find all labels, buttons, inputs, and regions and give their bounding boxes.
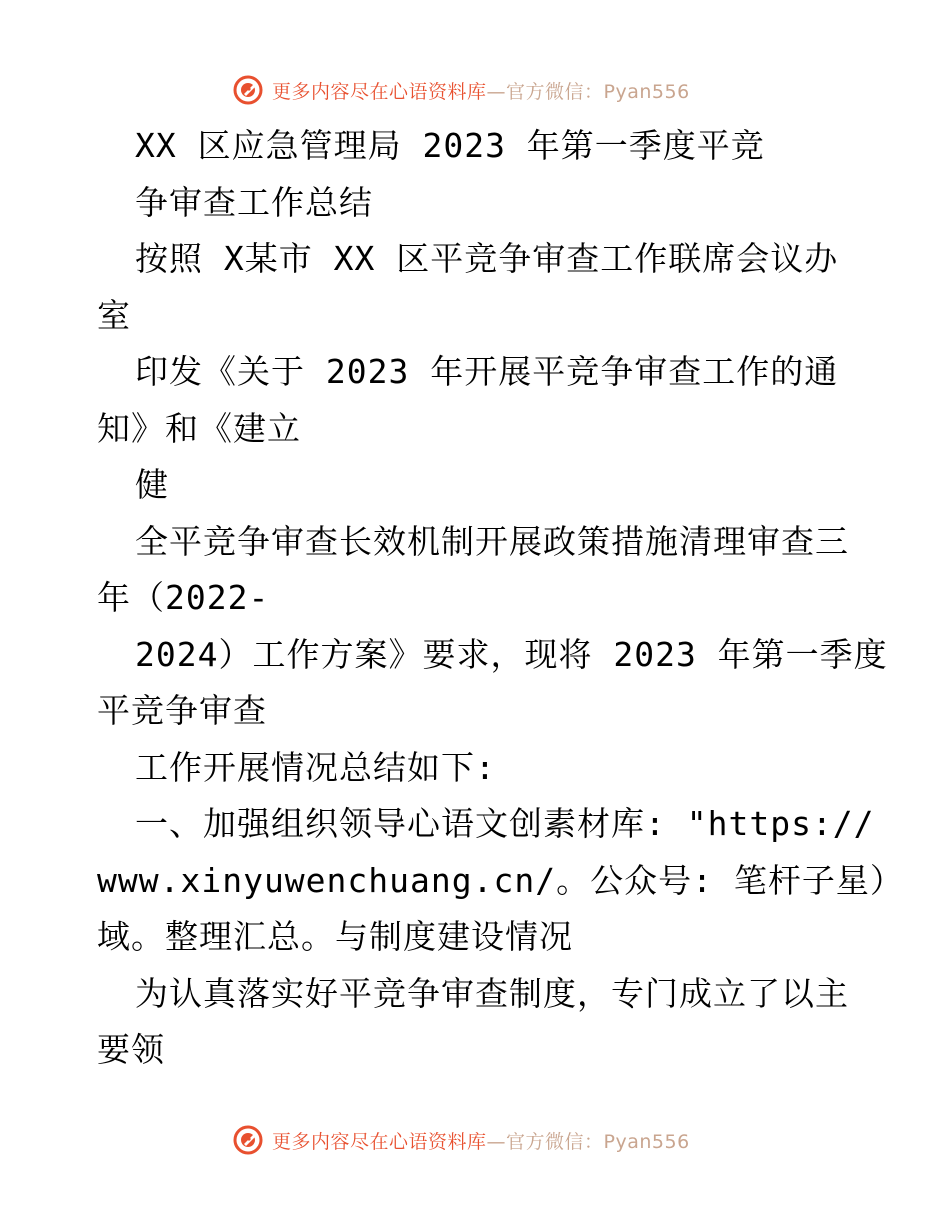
watermark-primary-text: 更多内容尽在心语资料库 [272,80,487,103]
doc-line: 室 [97,295,131,335]
doc-line: 印发《关于 2023 年开展平竞争审查工作的通 [135,352,839,391]
doc-line: 要领 [97,1030,165,1069]
doc-line: 按照 X某市 XX 区平竞争审查工作联席会议办 [135,239,839,278]
watermark-secondary-text: —官方微信：Pyan556 [486,80,690,103]
watermark-primary-text: 更多内容尽在心语资料库 [272,1130,487,1153]
watermark-secondary-text: —官方微信：Pyan556 [486,1130,690,1153]
doc-line: 2024）工作方案》要求，现将 2023 年第一季度 [135,634,888,674]
doc-line: 域。整理汇总。与制度建设情况 [97,917,573,956]
watermark-text [272,1127,690,1154]
doc-line: 知》和《建立 [97,408,301,448]
header-watermark [232,72,752,108]
doc-line: 健 [135,465,169,504]
pen-nib-circle-icon [232,74,264,106]
doc-line: 一、加强组织领导心语文创素材库: "https:// [135,804,875,843]
doc-line: 平竞争审查 [97,691,267,730]
footer-watermark [232,1122,752,1158]
doc-line: 争审查工作总结 [135,182,373,222]
pen-nib-circle-icon [232,1124,264,1156]
doc-line: 年（2022- [97,578,270,617]
doc-line: www.xinyuwenchuang.cn/。公众号: 笔杆子星） [97,860,904,900]
document-body [97,118,904,1079]
doc-line: 为认真落实好平竞争审查制度，专门成立了以主 [135,973,849,1013]
doc-line: 全平竞争审查长效机制开展政策措施清理审查三 [135,521,849,561]
watermark-text [272,77,690,104]
doc-line: 工作开展情况总结如下: [135,747,496,787]
doc-line: XX 区应急管理局 2023 年第一季度平竞 [135,126,765,165]
